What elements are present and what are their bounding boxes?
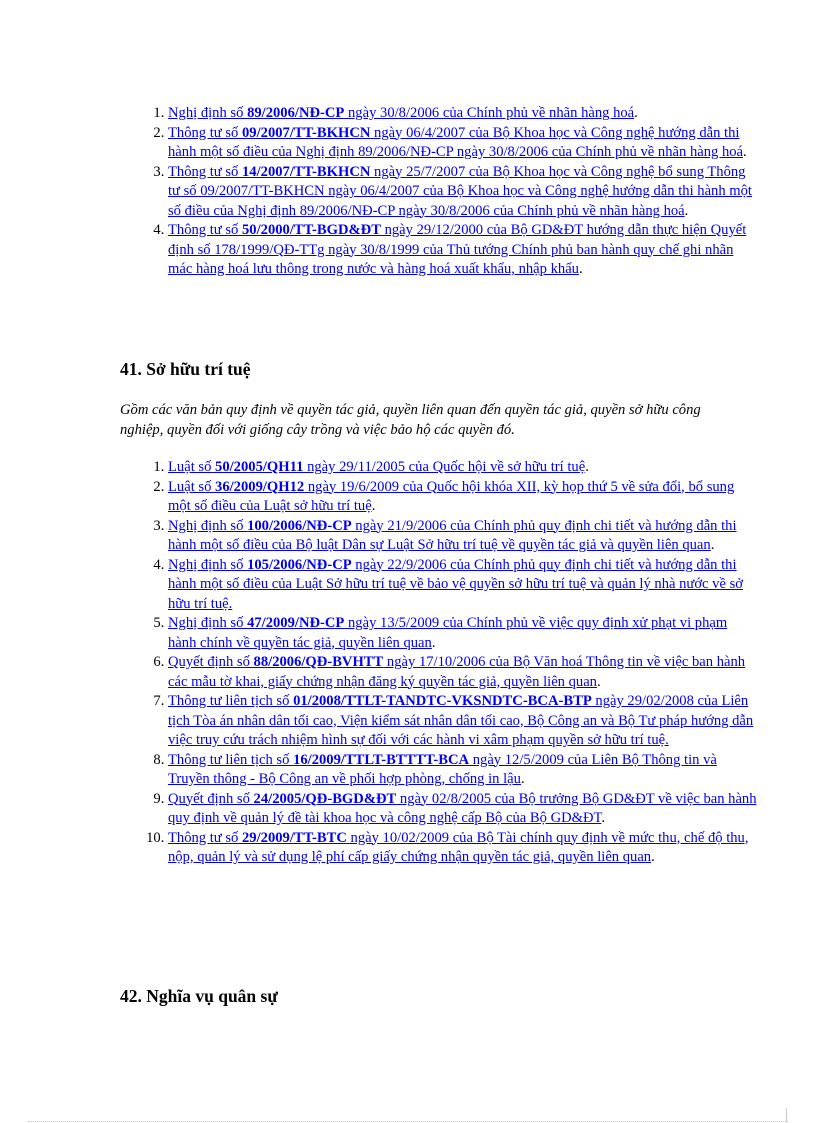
section-intro: Gồm các văn bản quy định về quyền tác giả, quyền liên quan đến quyền tác giả, quyền sở hữu công nghiệp, quyền đối với giống cây trồng và việc bảo hộ các quyền đó. bbox=[120, 402, 701, 438]
page-bottom-divider bbox=[28, 1121, 788, 1122]
list-item: 2. Luật số 36/2009/QH12 ngày 19/6/2009 của Quốc hội khóa XII, kỳ họp thứ 5 về sửa đổi, bổ sung một số điều của Luật sở hữu trí tuệ. bbox=[168, 478, 758, 517]
document-link[interactable]: Nghị định số 47/2009/NĐ-CP ngày 13/5/2009 của Chính phủ về việc quy định xử phạt vi phạm hành chính về quyền tác giả, quyền liên quan bbox=[168, 615, 728, 651]
list-item bbox=[168, 556, 758, 615]
document-link[interactable]: Thông tư số 29/2009/TT-BTC ngày 10/02/2009 của Bộ Tài chính quy định về mức thu, chế độ thu, nộp, quản lý và sử dụng lệ phí cấp giấy chứng nhận quyền tác giả, quyền liên quan bbox=[168, 829, 749, 865]
document-link[interactable]: Thông tư số 09/2007/TT-BKHCN ngày 06/4/2007 của Bộ Khoa học và Công nghệ hướng dẫn thi hành một số điều của Nghị định 89/2006/NĐ-CP ngày 30/8/2006 của Chính phủ về nhãn hàng hoá bbox=[168, 124, 744, 160]
legal-document-list-a bbox=[120, 104, 758, 280]
document-link[interactable]: Quyết định số 24/2005/QĐ-BGD&ĐT ngày 02/8/2005 của Bộ trưởng Bộ GD&ĐT về việc ban hành quy định về quản lý đề tài khoa học và công nghệ cấp Bộ của Bộ GD&ĐT bbox=[168, 790, 757, 826]
list-item: 10. Thông tư số 29/2009/TT-BTC ngày 10/02/2009 của Bộ Tài chính quy định về mức thu, chế độ thu, nộp, quản lý và sử dụng lệ phí cấp giấy chứng nhận quyền tác giả, quyền liên quan. bbox=[168, 829, 758, 868]
document-link[interactable]: Luật số 50/2005/QH11 ngày 29/11/2005 của Quốc hội về sở hữu trí tuệ bbox=[168, 459, 586, 475]
document-link[interactable]: Thông tư số 14/2007/TT-BKHCN ngày 25/7/2007 của Bộ Khoa học và Công nghệ bổ sung Thông tư số 09/2007/TT-BKHCN ngày 06/4/2007 của Bộ Khoa học và Công nghệ hướng dẫn thi hành một số điều của Nghị định 89/2006/NĐ-CP ngày 30/8/2006 của Chính phủ về nhãn hàng hoá bbox=[168, 163, 752, 219]
list-item: 1. Nghị định số 89/2006/NĐ-CP ngày 30/8/2006 của Chính phủ về nhãn hàng hoá. bbox=[168, 104, 758, 124]
list-item: 1. Luật số 50/2005/QH11 ngày 29/11/2005 của Quốc hội về sở hữu trí tuệ. bbox=[168, 458, 758, 478]
list-item: 5. Nghị định số 47/2009/NĐ-CP ngày 13/5/2009 của Chính phủ về việc quy định xử phạt vi phạm hành chính về quyền tác giả, quyền liên quan. bbox=[168, 614, 758, 653]
list-item: 4. Thông tư số 50/2000/TT-BGD&ĐT ngày 29/12/2000 của Bộ GD&ĐT hướng dẫn thực hiện Quyết định số 178/1999/QĐ-TTg ngày 30/8/1999 của Thủ tướng Chính phủ ban hành quy chế ghi nhãn mác hàng hoá lưu thông trong nước và hàng hoá xuất khẩu, nhập khẩu. bbox=[168, 221, 758, 280]
document-link[interactable]: Nghị định số 105/2006/NĐ-CP ngày 22/9/2006 của Chính phủ quy định chi tiết và hướng dẫn thi hành một số điều của Luật Sở hữu trí tuệ về bảo vệ quyền sở hữu trí tuệ và quản lý nhà nước về sở hữu trí tuệ. bbox=[168, 556, 743, 612]
document-link[interactable]: Luật số 36/2009/QH12 ngày 19/6/2009 của Quốc hội khóa XII, kỳ họp thứ 5 về sửa đổi, bổ sung một số điều của Luật sở hữu trí tuệ bbox=[168, 478, 735, 514]
list-item: 3. Nghị định số 100/2006/NĐ-CP ngày 21/9/2006 của Chính phủ quy định chi tiết và hướng dẫn thi hành một số điều của Bộ luật Dân sự Luật Sở hữu trí tuệ về quyền tác giả và quyền liên quan. bbox=[168, 517, 758, 556]
legal-document-list-b bbox=[120, 458, 758, 868]
document-link[interactable]: Nghị định số 89/2006/NĐ-CP ngày 30/8/2006 của Chính phủ về nhãn hàng hoá bbox=[168, 105, 635, 121]
list-item: 8. Thông tư liên tịch số 16/2009/TTLT-BTTTT-BCA ngày 12/5/2009 của Liên Bộ Thông tin và Truyền thông - Bộ Công an về phối hợp phòng, chống in lậu. bbox=[168, 751, 758, 790]
document-link[interactable]: Quyết định số 88/2006/QĐ-BVHTT ngày 17/10/2006 của Bộ Văn hoá Thông tin về việc ban hành các mẫu tờ khai, giấy chứng nhận đăng ký quyền tác giả, quyền liên quan bbox=[168, 654, 746, 690]
section-heading-41: 41. Sở hữu trí tuệ bbox=[120, 359, 251, 379]
document-link[interactable]: Thông tư liên tịch số 01/2008/TTLT-TANDTC-VKSNDTC-BCA-BTP ngày 29/02/2008 của Liên tịch Tòa án nhân dân tối cao, Viện kiểm sát nhân dân tối cao, Bộ Công an và Bộ Tư pháp hướng dẫn việc truy cứu trách nhiệm hình sự đối với các hành vi xâm phạm quyền sở hữu trí tuệ. bbox=[168, 693, 754, 748]
list-item bbox=[168, 692, 758, 751]
list-item: 9. Quyết định số 24/2005/QĐ-BGD&ĐT ngày 02/8/2005 của Bộ trưởng Bộ GD&ĐT về việc ban hành quy định về quản lý đề tài khoa học và công nghệ cấp Bộ của Bộ GD&ĐT. bbox=[168, 790, 758, 829]
document-link[interactable]: Thông tư liên tịch số 16/2009/TTLT-BTTTT-BCA ngày 12/5/2009 của Liên Bộ Thông tin và Truyền thông - Bộ Công an về phối hợp phòng, chống in lậu bbox=[168, 751, 717, 787]
page-corner-mark bbox=[786, 1108, 787, 1122]
list-item: 2. Thông tư số 09/2007/TT-BKHCN ngày 06/4/2007 của Bộ Khoa học và Công nghệ hướng dẫn thi hành một số điều của Nghị định 89/2006/NĐ-CP ngày 30/8/2006 của Chính phủ về nhãn hàng hoá. bbox=[168, 124, 758, 163]
list-item: 6. Quyết định số 88/2006/QĐ-BVHTT ngày 17/10/2006 của Bộ Văn hoá Thông tin về việc ban hành các mẫu tờ khai, giấy chứng nhận đăng ký quyền tác giả, quyền liên quan. bbox=[168, 653, 758, 692]
section-heading-42: 42. Nghĩa vụ quân sự bbox=[120, 986, 278, 1006]
document-link[interactable]: Nghị định số 100/2006/NĐ-CP ngày 21/9/2006 của Chính phủ quy định chi tiết và hướng dẫn thi hành một số điều của Bộ luật Dân sự Luật Sở hữu trí tuệ về quyền tác giả và quyền liên quan bbox=[168, 517, 737, 553]
document-link[interactable]: Thông tư số 50/2000/TT-BGD&ĐT ngày 29/12/2000 của Bộ GD&ĐT hướng dẫn thực hiện Quyết định số 178/1999/QĐ-TTg ngày 30/8/1999 của Thủ tướng Chính phủ ban hành quy chế ghi nhãn mác hàng hoá lưu thông trong nước và hàng hoá xuất khẩu, nhập khẩu bbox=[168, 222, 747, 277]
list-item: 3. Thông tư số 14/2007/TT-BKHCN ngày 25/7/2007 của Bộ Khoa học và Công nghệ bổ sung Thông tư số 09/2007/TT-BKHCN ngày 06/4/2007 của Bộ Khoa học và Công nghệ hướng dẫn thi hành một số điều của Nghị định 89/2006/NĐ-CP ngày 30/8/2006 của Chính phủ về nhãn hàng hoá. bbox=[168, 163, 758, 222]
